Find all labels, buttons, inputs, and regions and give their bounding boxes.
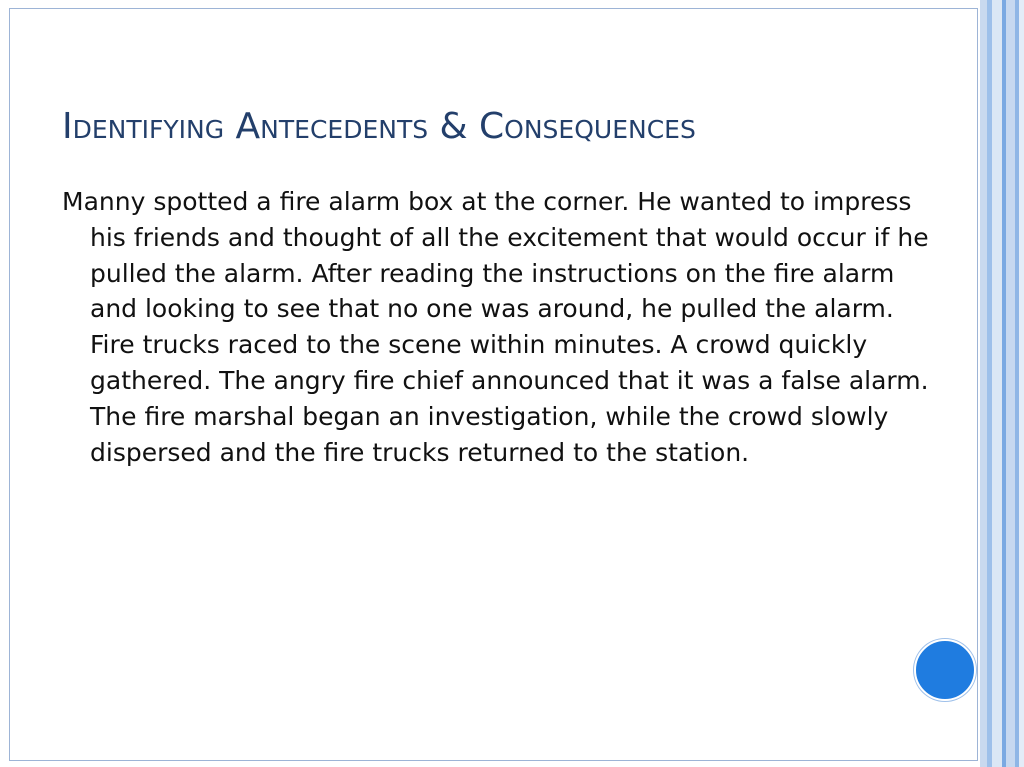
slide-title: Identifying Antecedents & Consequences (62, 106, 696, 147)
decorative-stripe (992, 0, 1002, 767)
slide-body-text: Manny spotted a fire alarm box at the corner. He wanted to impress his friends and thought of all the excitement that would occur if he pulled the alarm. After reading the instructions on the fire alarm and looking to see that no one was around, he pulled the alarm. Fire trucks raced to the scene within minutes. A crowd quickly gathered. The angry fire chief announced that it was a false alarm. The fire marshal began an investigation, while the crowd slowly dispersed and the fire trucks returned to the station. (62, 187, 929, 467)
decorative-circle (914, 639, 976, 701)
decorative-stripe (1006, 0, 1015, 767)
decorative-stripe (1019, 0, 1024, 767)
decorative-stripe (980, 0, 987, 767)
